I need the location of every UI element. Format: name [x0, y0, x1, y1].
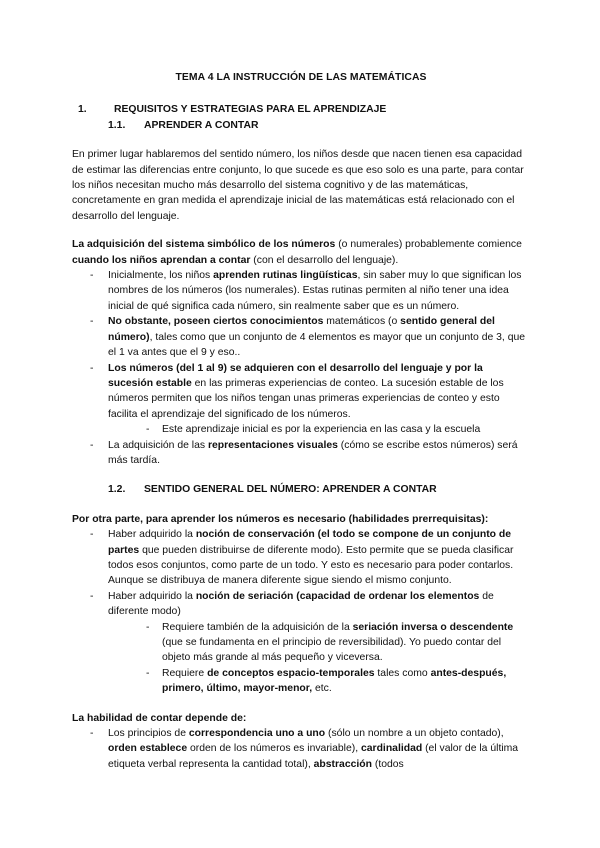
page-title: TEMA 4 LA INSTRUCCIÓN DE LAS MATEMÁTICAS — [175, 72, 427, 83]
list-item — [72, 361, 530, 438]
bold-text: antes-después, primero, último, mayor-menor, — [162, 667, 507, 695]
list-item — [72, 314, 530, 360]
bold-text: La habilidad de contar depende de: — [72, 712, 247, 724]
bold-text: representaciones visuales — [207, 439, 338, 451]
section-1-heading — [72, 102, 530, 117]
bold-text: de conceptos espacio-temporales — [207, 667, 375, 679]
bold-text: Los números (del 1 al 9) se adquieren con el desarrollo del lenguaje y por la sucesión estable — [108, 362, 483, 389]
text: que pueden distribuirse de diferente modo). Esto permite que se pueda clasificar todos esos conjuntos, como parte de un todo. Y esto es necesario para poder contarlos. Aunque se distribuya de manera diferente sigue siendo el mismo conjunto. — [108, 544, 514, 587]
section-1-2-title: SENTIDO GENERAL DEL NÚMERO: APRENDER A CONTAR — [144, 484, 437, 496]
text: (sólo un nombre a un objeto contado), — [325, 728, 504, 740]
bold-text: No obstante, poseen ciertos conocimientos — [108, 316, 324, 328]
sub-list — [108, 422, 530, 437]
bold-text: abstracción — [313, 758, 372, 770]
paragraph-symbolic-system — [72, 237, 530, 268]
text: tales como — [374, 667, 431, 679]
text: matemáticos (o — [323, 316, 401, 328]
text: (o numerales) probablemente comience — [335, 239, 522, 251]
section-1-1-number: 1.1. — [108, 119, 126, 131]
bold-text: cardinalidad — [360, 743, 423, 755]
bold-text: correspondencia uno a uno — [188, 728, 326, 740]
list-item — [108, 666, 530, 697]
paragraph-intro: En primer lugar hablaremos del sentido número, los niños desde que nacen tienen esa capacidad de estimar las diferencias entre conjunto, lo que sucede es que eso solo es una parte, para contar los niños necesitan mucho más desarrollo del sistema cognitivo y de las matemáticas, concretamente en gran medida el aprendizaje inicial de las matemáticas está relacionado con el desarrollo del lenguaje. — [72, 149, 524, 222]
text: etc. — [312, 683, 332, 695]
text: (que se fundamenta en el principio de reversibilidad). Yo puedo contar del objeto más grande al más pequeño y viceversa. — [162, 637, 502, 664]
bullet-list-acquisition — [72, 268, 530, 468]
bold-text: sentido general del número) — [108, 316, 495, 343]
section-1-title: REQUISITOS Y ESTRATEGIAS PARA EL APRENDIZAJE — [114, 104, 387, 116]
text: La adquisición de las — [108, 439, 208, 451]
text: (cómo se escribe estos números) será más tardía. — [108, 439, 518, 466]
list-item — [72, 589, 530, 697]
text: , sin saber muy lo que significan los nombres de los números (los numerales). Estas rutinas permiten al niño tener una idea inicial de qué significa cada número, sin realmente saber que es un número. — [108, 270, 522, 312]
text: Requiere — [162, 667, 208, 679]
list-item — [72, 527, 530, 589]
text: Haber adquirido la — [108, 590, 196, 602]
text: (el valor de la última etiqueta verbal representa la cantidad total), — [108, 743, 519, 770]
bold-text: noción de seriación (capacidad de ordenar los elementos — [195, 590, 480, 602]
section-1-2-number: 1.2. — [108, 484, 126, 496]
bullet-list-principles — [72, 726, 530, 772]
bold-text: cuando los niños aprendan a contar — [72, 254, 251, 266]
paragraph-prerequisites — [72, 512, 530, 527]
text: orden de los números es invariable), — [187, 743, 361, 755]
list-item — [72, 268, 530, 314]
text: Haber adquirido la — [108, 529, 196, 541]
list-item — [108, 620, 530, 666]
sub-list — [108, 620, 530, 697]
paragraph-counting-ability — [72, 711, 530, 726]
section-1-2-heading — [72, 482, 530, 497]
bold-text: noción de conservación (el todo se compone de un conjunto de partes — [108, 529, 512, 556]
section-1-1-heading — [72, 118, 530, 133]
list-item — [72, 438, 530, 469]
bold-text: aprenden rutinas lingüísticas — [213, 270, 358, 282]
text: en las primeras experiencias de conteo. La sucesión estable de los números permiten que los niños tengan unas primeras experiencias de conteo y esto facilita el aprendizaje del significado de los números. — [108, 377, 504, 420]
list-item — [72, 726, 530, 772]
text: Inicialmente, los niños — [108, 270, 214, 282]
text: Requiere también de la adquisición de la — [162, 621, 353, 633]
text: , tales como que un conjunto de 4 elementos es mayor que un conjunto de 3, que el 1 va antes que el 9 y eso.. — [108, 331, 526, 359]
text: (todos — [371, 758, 404, 770]
text: de diferente modo) — [108, 590, 494, 618]
bold-text: Por otra parte, para aprender los números es necesario (habilidades prerrequisitas): — [72, 513, 489, 525]
text: Los principios de — [108, 728, 189, 740]
section-1-number: 1. — [78, 104, 87, 116]
bold-text: seriación inversa o descendente — [352, 621, 514, 633]
list-item: - Este aprendizaje inicial es por la experiencia en las casa y la escuela — [108, 422, 530, 437]
section-1-1-title: APRENDER A CONTAR — [144, 119, 259, 131]
bold-text: La adquisición del sistema simbólico de los números — [72, 239, 336, 251]
bullet-list-prerequisites — [72, 527, 530, 696]
bold-text: orden establece — [108, 743, 188, 755]
text: (con el desarrollo del lenguaje). — [250, 254, 399, 266]
